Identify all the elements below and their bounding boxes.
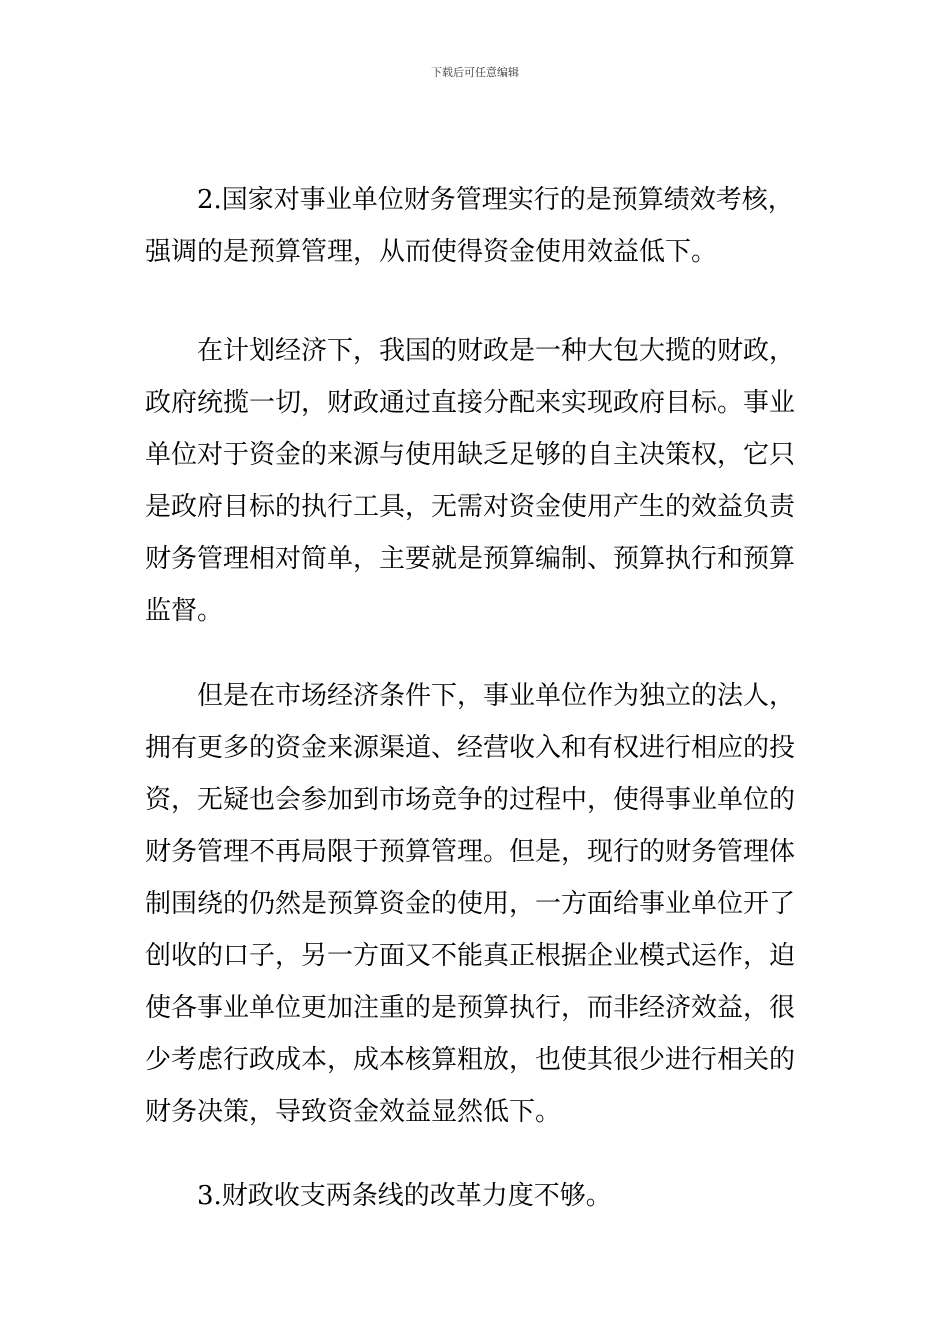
page-header: 下载后可任意编辑 (431, 66, 519, 79)
paragraph-4: 3.财政收支两条线的改革力度不够。 (197, 1181, 612, 1211)
paragraph-1: 2.国家对事业单位财务管理实行的是预算绩效考核，强调的是预算管理，从而使得资金使用效益低下。 (145, 185, 794, 267)
paragraph-3: 但是在市场经济条件下，事业单位作为独立的法人，拥有更多的资金来源渠道、经营收入和有权进行相应的投资，无疑也会参加到市场竞争的过程中，使得事业单位的财务管理不再局限于预算管理。但是，现行的财务管理体制围绕的仍然是预算资金的使用，一方面给事业单位开了创收的口子，另一方面又不能真正根据企业模式运作，迫使各事业单位更加注重的是预算执行，而非经济效益，很少考虑行政成本，成本核算粗放，也使其很少进行相关的财务决策，导致资金效益显然低下。 (145, 681, 796, 1127)
paragraph-2: 在计划经济下，我国的财政是一种大包大揽的财政，政府统揽一切，财政通过直接分配来实现政府目标。事业单位对于资金的来源与使用缺乏足够的自主决策权，它只是政府目标的执行工具，无需对资金使用产生的效益负责财务管理相对简单，主要就是预算编制、预算执行和预算监督。 (145, 336, 796, 626)
